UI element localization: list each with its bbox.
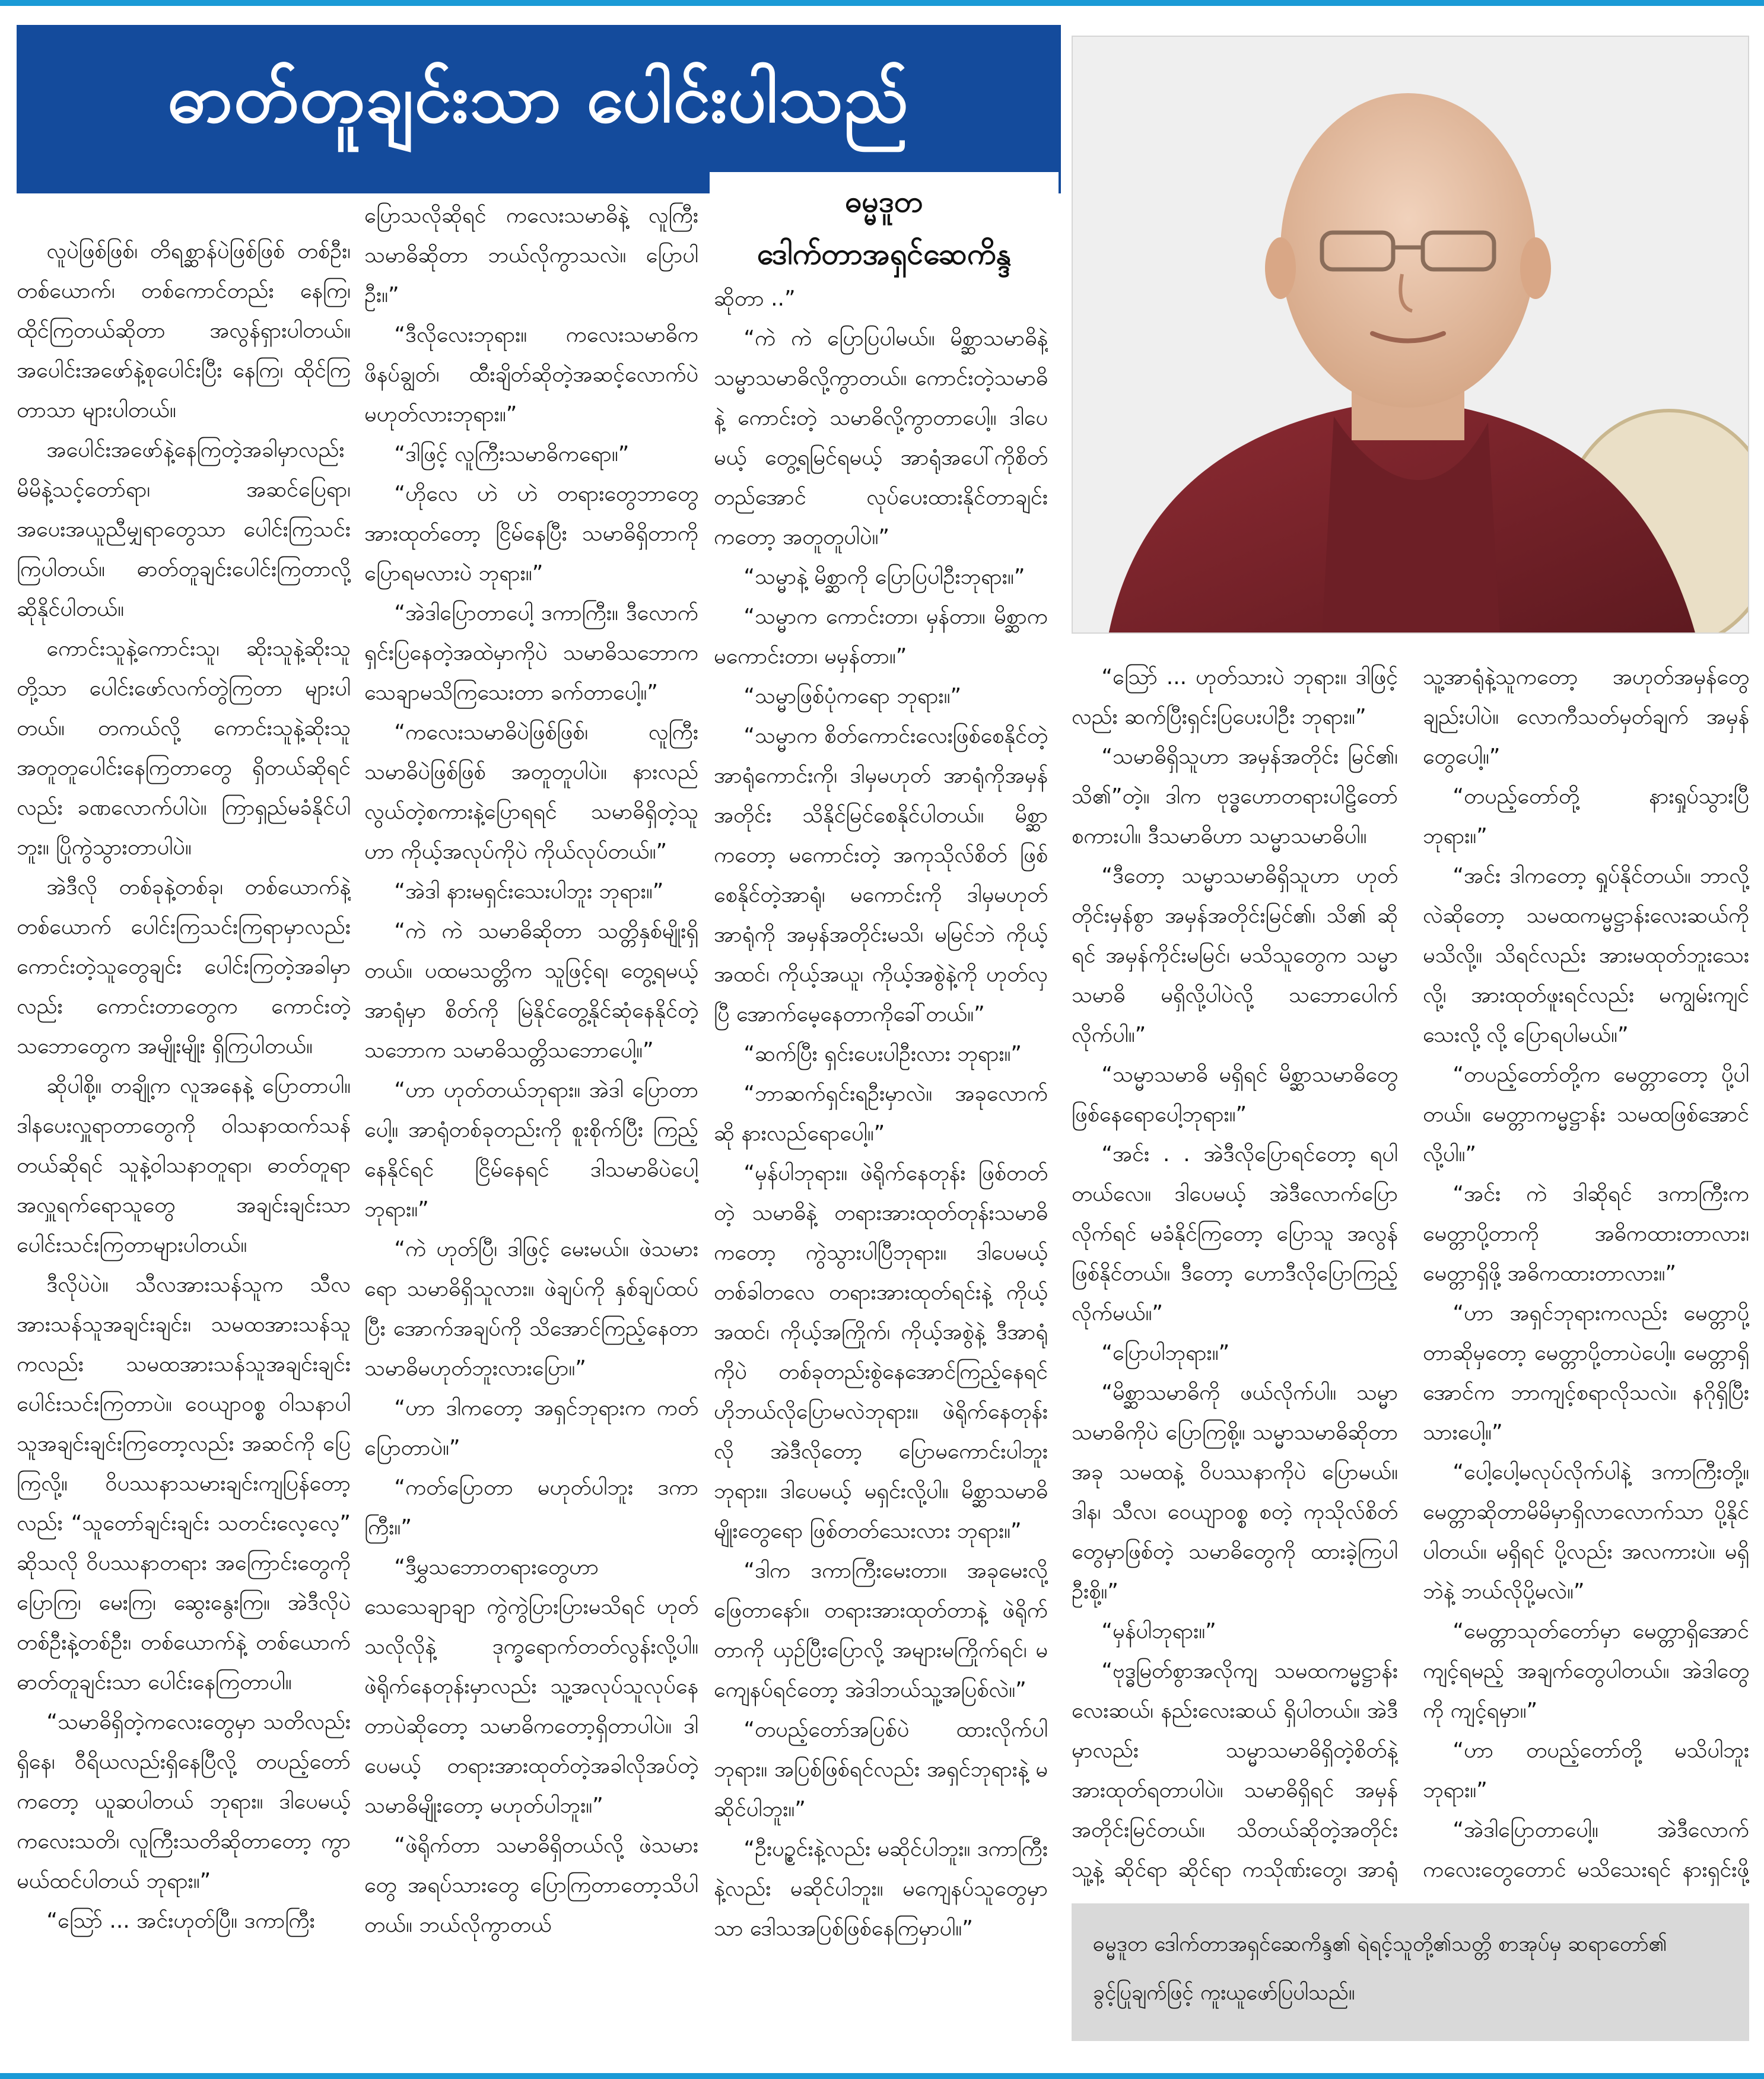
paragraph: အပေါင်းအဖော်နဲ့နေကြတဲ့အခါမှာလည်း မိမိနဲ့သင့်တော်ရာ၊ အဆင်ပြေရာ၊ အပေးအယူညီမျှရာတွေသာ ပေါင်းကြသင်းကြပါတယ်။ ဓာတ်တူချင်းပေါင်းကြတာလို့ ဆိုနိုင်ပါတယ်။ [17,438,351,621]
paragraph: အဲဒီလို တစ်ခုနဲ့တစ်ခု၊ တစ်ယောက်နဲ့တစ်ယောက် ပေါင်းကြသင်းကြရာမှာလည်း ကောင်းတဲ့သူတွေချင်း ပေါင်းကြတဲ့အခါမှာလည်း ကောင်းတာတွေက ကောင်းတဲ့သဘောတွေက အမျိုးမျိုး ရှိကြပါတယ်။ [17,875,351,1058]
paragraph: လူပဲဖြစ်ဖြစ်၊ တိရစ္ဆာန်ပဲဖြစ်ဖြစ် တစ်ဦး၊ တစ်ယောက်၊ တစ်ကောင်တည်း နေကြ၊ ထိုင်ကြတယ်ဆိုတာ အလွန်ရှားပါတယ်။ အပေါင်းအဖော်နဲ့စုပေါင်းပြီး နေကြ၊ ထိုင်ကြတာသာ များပါတယ်။ [17,239,351,422]
paragraph: “သြော် ... အင်းဟုတ်ပြီ။ ဒကာကြီး [46,1909,315,1933]
article-column-5 [1423,657,1749,1892]
paragraph: “သမာဓိရှိတဲ့ကလေးတွေမှာ သတိလည်းရှိနေ၊ ဝီရိယလည်းရှိနေပြီလို့ တပည့်တော်ကတော့ ယူဆပါတယ် ဘုရား။ ဒါပေမယ့် ကလေးသတိ၊ လူကြီးသတိဆိုတာတော့ ကွာမယ်ထင်ပါတယ် ဘုရား။” [17,1710,351,1893]
paragraph: “ဖဲရိုက်တာ သမာဓိရှိတယ်လို့ ဖဲသမားတွေ အရပ်သားတွေ ပြောကြတာတော့သိပါတယ်။ ဘယ်လိုကွာတယ် [364,1833,698,1937]
paragraph: “အဲဒါ နားမရှင်းသေးပါဘူး ဘုရား။” [394,879,664,904]
headline-banner [17,25,1061,185]
paragraph: “ဒါဖြင့် လူကြီးသမာဓိကရော။” [394,442,630,466]
article-column-1 [17,231,351,2059]
paragraph: ဆိုတာ ..” [714,287,796,311]
headline: ဓာတ်တူချင်းသာ ပေါင်းပါသည် [167,60,910,138]
paragraph: “မှန်ပါဘုရား။” [1101,1619,1216,1644]
paragraph: “ဟာ ဒါကတော့ အရှင်ဘုရားက ကတ်ပြောတာပဲ။” [364,1396,698,1460]
paragraph: “ကတ်ပြောတာ မဟုတ်ပါဘူး ဒကာကြီး။” [364,1476,698,1540]
paragraph: ပြောသလိုဆိုရင် ကလေးသမာဓိနဲ့ လူကြီးသမာဓိဆိုတာ ဘယ်လိုကွာသလဲ။ ပြောပါဦး။” [364,204,698,307]
paragraph: ဆိုပါစို့။ တချို့က လူအနေနဲ့ ပြောတာပါ။ ဒါနပေးလှူရာတာတွေကို ဝါသနာထက်သန်တယ်ဆိုရင် သူနဲ့ဝါသနာတူရာ၊ ဓာတ်တူရာ အလှူရက်ရောသူတွေ အချင်းချင်းသာ ပေါင်းသင်းကြတာများပါတယ်။ [17,1074,351,1257]
portrait-illustration [1073,37,1749,634]
article-column-2 [364,196,698,2059]
paragraph: “မှန်ပါဘုရား။ ဖဲရိုက်နေတုန်း ဖြစ်တတ်တဲ့ သမာဓိနဲ့ တရားအားထုတ်တုန်းသမာဓိကတော့ ကွဲသွားပါပြီဘုရား။ ဒါပေမယ့် တစ်ခါတလေ တရားအားထုတ်ရင်းနဲ့ ကိုယ့်အထင်၊ ကိုယ့်အကြိုက်၊ ကိုယ့်အစွဲနဲ့ ဒီအာရုံကိုပဲ တစ်ခုတည်းစွဲနေအောင်ကြည့်နေရင် ဟိုဘယ်လိုပြောမလဲဘုရား။ ဖဲရိုက်နေတုန်းလို အဲဒီလိုတော့ ပြောမကောင်းပါဘူး ဘုရား။ ဒါပေမယ့် မရှင်းလို့ပါ။ မိစ္ဆာသမာဓိမျိုးတွေရော ဖြစ်တတ်သေးလား ဘုရား။” [714,1161,1048,1543]
paragraph: သူ့အာရုံနဲ့သူကတော့ အဟုတ်အမှန်တွေ ချည်းပါပဲ။ လောကီသတ်မှတ်ချက် အမှန်တွေပေါ့။” [1423,665,1749,769]
paragraph: “အင်း ကဲ ဒါဆိုရင် ဒကာကြီးက မေတ္တာပို့တာကို အဓိကထားတာလား၊ မေတ္တာရှိဖို့ အဓိကထားတာလား။” [1423,1182,1749,1286]
top-rule [0,0,1764,6]
paragraph: “သမ္မာက ကောင်းတာ၊ မှန်တာ။ မိစ္ဆာက မကောင်းတာ၊ မမှန်တာ။” [714,605,1048,669]
paragraph: “ဟာ အရှင်ဘုရားကလည်း မေတ္တာပို့တာဆိုမှတော့ မေတ္တာပို့တာပဲပေါ့။ မေတ္တာရှိအောင်က ဘာကျင့်စရာလိုသလဲ။ နဂိုရှိပြီးသားပေါ့။” [1423,1301,1749,1445]
article-column-3 [714,279,1048,2059]
paragraph: “ဒီတော့ သမ္မာသမာဓိရှိသူဟာ ဟုတ်တိုင်းမှန်စွာ အမှန်အတိုင်းမြင်၏၊ သိ၏ ဆိုရင် အမှန်ကိုင်းမမြင်၊ မသိသူတွေက သမ္မာသမာဓိ မရှိလို့ပါပဲလို့ သဘောပေါက်လိုက်ပါ။” [1072,864,1398,1047]
source-credit-box [1072,1903,1749,2041]
paragraph: “တပည့်တော်တို့က မေတ္တာတော့ ပို့ပါတယ်။ မေတ္တာကမ္မဋ္ဌာန်း သမထဖြစ်အောင်လို့ပါ။” [1423,1063,1749,1166]
paragraph: “သမ္မာနဲ့ မိစ္ဆာကို ပြောပြပါဦးဘုရား။” [743,565,1025,589]
paragraph: “တပည့်တော်အပြစ်ပဲ ထားလိုက်ပါဘုရား။ အပြစ်ဖြစ်ရင်လည်း အရှင်ဘုရားနဲ့ မဆိုင်ပါဘူး။” [714,1718,1048,1821]
source-credit-text: ဓမ္မဒူတ ဒေါက်တာအရှင်ဆေကိန္ဒ၏ ရဲရင့်သူတို့၏သတ္တိ စာအုပ်မှ ဆရာတော်၏ ခွင့်ပြုချက်ဖြင့် ကူးယူဖော်ပြပါသည်။ [1093,1932,1667,2005]
paragraph: “ဟာ တပည့်တော်တို့ မသိပါဘူး ဘုရား။” [1423,1738,1749,1803]
paragraph: “သြော် ... ဟုတ်သားပဲ ဘုရား။ ဒါဖြင့်လည်း ဆက်ပြီးရှင်းပြပေးပါဦး ဘုရား။” [1072,665,1398,729]
paragraph: “ကဲ ဟုတ်ပြီ၊ ဒါဖြင့် မေးမယ်။ ဖဲသမားရော သမာဓိရှိသူလား။ ဖဲချပ်ကို နှစ်ချပ်ထပ်ပြီး အောက်အချပ်ကို သိအောင်ကြည့်နေတာ သမာဓိမဟုတ်ဘူးလားပြော။” [364,1237,698,1381]
paragraph: “သမ္မာသမာဓိ မရှိရင် မိစ္ဆာသမာဓိတွေဖြစ်နေရောပေါ့ဘုရား။” [1072,1063,1398,1127]
monk-portrait-photo [1072,36,1749,634]
paragraph: “ဒီလိုလေးဘုရား။ ကလေးသမာဓိက ဖိနပ်ချွတ်၊ ထီးချိတ်ဆိုတဲ့အဆင့်လောက်ပဲ မဟုတ်လားဘုရား။” [364,323,698,427]
paragraph: “အင်း . . အဲဒီလိုပြောရင်တော့ ရပါတယ်လေ။ ဒါပေမယ့် အဲဒီလောက်ပြောလိုက်ရင် မခံနိုင်ကြတော့ ပြောသူ အလွန်ဖြစ်နိုင်တယ်။ ဒီတော့ ဟောဒီလိုပြောကြည့်လိုက်မယ်။” [1072,1142,1398,1325]
paragraph: “တပည့်တော်တို့ နားရှုပ်သွားပြီ ဘုရား။” [1423,784,1749,848]
paragraph: “ဗုဒ္ဓမြတ်စွာအလိုကျ သမထကမ္မဋ္ဌာန်း လေးဆယ်၊ နည်းလေးဆယ် ရှိပါတယ်။ အဲဒီမှာလည်း သမ္မာသမာဓိရှိတဲ့စိတ်နဲ့ အားထုတ်ရတာပါပဲ။ သမာဓိရှိရင် အမှန်အတိုင်းမြင်တယ်။ သိတယ်ဆိုတဲ့အတိုင်း သူ့နဲ့ ဆိုင်ရာ ဆိုင်ရာ ကသိုဏ်းတွေ၊ အာရုံ [1072,1659,1398,1882]
paragraph: “ကဲ ကဲ သမာဓိဆိုတာ သတ္တိနှစ်မျိုးရှိတယ်။ ပထမသတ္တိက သူဖြင့်ရ၊ တွေ့ရမယ့်အာရုံမှာ စိတ်ကို မြဲနိုင်တွေ့နိုင်ဆုံနေနိုင်တဲ့သဘောက သမာဓိသတ္တိသဘောပေါ့။” [364,919,698,1063]
paragraph: ဒီလိုပဲပဲ။ သီလအားသန်သူက သီလအားသန်သူအချင်းချင်း၊ သမထအားသန်သူကလည်း သမထအားသန်သူအချင်းချင်း ပေါင်းသင်းကြတာပဲ။ ဝေယျာဝစ္စ ဝါသနာပါသူအချင်းချင်းကြတော့လည်း အဆင်ကို ပြေကြလို့။ ဝိပဿနာသမားချင်းကျပြန်တော့လည်း “သူတော်ချင်းချင်း သတင်းလေ့လေ့” ဆိုသလို ဝိပဿနာတရား အကြောင်းတွေကို ပြောကြ၊ မေးကြ၊ ဆွေးနွေးကြ။ အဲဒီလိုပဲ တစ်ဦးနဲ့တစ်ဦး၊ တစ်ယောက်နဲ့ တစ်ယောက် ဓာတ်တူချင်းသာ ပေါင်းနေကြတာပါ။ [17,1273,351,1695]
paragraph: “ဦးပဥ္စင်းနဲ့လည်း မဆိုင်ပါဘူး။ ဒကာကြီးနဲ့လည်း မဆိုင်ပါဘူး။ မကျေနပ်သူတွေမှာသာ ဒေါသအပြစ်ဖြစ်နေကြမှာပါ။” [714,1837,1048,1941]
paragraph: “သမ္မာဖြစ်ပုံကရော ဘုရား။” [743,684,962,708]
paragraph: “အင်း ဒါကတော့ ရှုပ်နိုင်တယ်။ ဘာလို့လဲဆိုတော့ သမထကမ္မဋ္ဌာန်းလေးဆယ်ကို မသိလို့။ သိရင်လည်း အားမထုတ်ဘူးသေးလို့၊ အားထုတ်ဖူးရင်လည်း မကျွမ်းကျင်သေးလို့ လို့ ပြောရပါမယ်။” [1423,864,1749,1047]
paragraph: “အဲဒါပြောတာပေါ့။ အဲဒီလောက် ကလေးတွေတောင် မသိသေးရင် နားရှင်းဖို့ [1423,1818,1749,1882]
bottom-rule [0,2073,1764,2079]
article-column-4 [1072,657,1398,1892]
paragraph: “ဆက်ပြီး ရှင်းပေးပါဦးလား ဘုရား။” [743,1042,1022,1066]
paragraph: “ပြောပါဘုရား။” [1101,1341,1230,1365]
paragraph: “သမာဓိရှိသူဟာ အမှန်အတိုင်း မြင်၏၊ သိ၏”တဲ့။ ဒါက ဗုဒ္ဓဟောတရားပါဠိတော်စကားပါ။ ဒီသမာဓိဟာ သမ္မာသမာဓိပါ။ [1072,745,1398,848]
author-name: ဒေါက်တာအရှင်ဆေကိန္ဒ [757,237,1012,271]
author-byline [710,172,1059,280]
paragraph: “မေတ္တာသုတ်တော်မှာ မေတ္တာရှိအောင်ကျင့်ရမည့် အချက်တွေပါတယ်။ အဲဒါတွေကို ကျင့်ရမှာ။” [1423,1619,1749,1723]
paragraph: “ကဲ ကဲ ပြောပြပါမယ်။ မိစ္ဆာသမာဓိနဲ့ သမ္မာသမာဓိလို့ကွာတယ်။ ကောင်းတဲ့သမာဓိနဲ့ ကောင်းတဲ့ သမာဓိလို့ကွာတာပေါ့။ ဒါပေမယ့် တွေ့ရမြင်ရမယ့် အာရုံအပေါ်ကိုစိတ်တည်အောင် လုပ်ပေးထားနိုင်တာချင်းကတော့ အတူတူပါပဲ။” [714,326,1048,549]
paragraph: “ဟာ ဟုတ်တယ်ဘုရား။ အဲဒါ ပြောတာပေါ့။ အာရုံတစ်ခုတည်းကို စူးစိုက်ပြီး ကြည့်နေနိုင်ရင် ငြိမ်နေရင် ဒါသမာဓိပဲပေါ့ ဘုရား။” [364,1078,698,1222]
paragraph: “ပေါ့ပေါ့မလုပ်လိုက်ပါနဲ့ ဒကာကြီးတို့။ မေတ္တာဆိုတာမိမိမှာရှိလာလောက်သာ ပို့နိုင်ပါတယ်။ မရှိရင် ပို့လည်း အလကားပဲ။ မရှိဘဲနဲ့ ဘယ်လိုပို့မလဲ။” [1423,1460,1749,1604]
paragraph: “သမ္မာက စိတ်ကောင်းလေးဖြစ်စေနိုင်တဲ့ အာရုံကောင်းကို၊ ဒါမှမဟုတ် အာရုံကိုအမှန်အတိုင်း သိနိုင်မြင်စေနိုင်ပါတယ်။ မိစ္ဆာကတော့ မကောင်းတဲ့ အကုသိုလ်စိတ် ဖြစ်စေနိုင်တဲ့အာရုံ၊ မကောင်းကို ဒါမှမဟုတ် အာရုံကို အမှန်အတိုင်းမသိ၊ မမြင်ဘဲ ကိုယ့်အထင်၊ ကိုယ့်အယူ၊ ကိုယ့်အစွဲနဲ့ကို ဟုတ်လှပြီ အောက်မေ့နေတာကိုခေါ်တယ်။” [714,724,1048,1026]
paragraph: “အဲဒါပြောတာပေါ့ ဒကာကြီး။ ဒီလောက် ရှင်းပြနေတဲ့အထဲမှာကိုပဲ သမာဓိသဘောက သေချာမသိကြသေးတာ ခက်တာပေါ့။” [364,601,698,705]
paragraph: “ဒီမွှသဘောတရားတွေဟာ သေသေချာချာ ကွဲကွဲပြားပြားမသိရင် ဟုတ်သလိုလိုနဲ့ ဒုက္ခရောက်တတ်လွန်းလို့ပါ။ ဖဲရိုက်နေတုန်းမှာလည်း သူ့အလုပ်သူလုပ်နေတာပဲဆိုတော့ သမာဓိကတော့ရှိတာပါပဲ။ ဒါပေမယ့် တရားအားထုတ်တဲ့အခါလိုအပ်တဲ့ သမာဓိမျိုးတော့ မဟုတ်ပါဘူး။” [364,1555,698,1818]
paragraph: “မိစ္ဆာသမာဓိကို ဖယ်လိုက်ပါ။ သမ္မာသမာဓိကိုပဲ ပြောကြစို့။ သမ္မာသမာဓိဆိုတာ အခု သမထနဲ့ ဝိပဿနာကိုပဲ ပြောမယ်။ ဒါန၊ သီလ၊ ဝေယျာဝစ္စ စတဲ့ ကုသိုလ်စိတ်တွေမှာဖြစ်တဲ့ သမာဓိတွေကို ထားခဲ့ကြပါဦးစို့။” [1072,1381,1398,1604]
paragraph: “ကလေးသမာဓိပဲဖြစ်ဖြစ်၊ လူကြီးသမာဓိပဲဖြစ်ဖြစ် အတူတူပါပဲ။ နားလည်လွယ်တဲ့စကားနဲ့ပြောရရင် သမာဓိရှိတဲ့သူဟာ ကိုယ့်အလုပ်ကိုပဲ ကိုယ်လုပ်တယ်။” [364,720,698,864]
author-title: ဓမ္မဒူတ [845,185,923,219]
paragraph: ကောင်းသူနဲ့ကောင်းသူ၊ ဆိုးသူနဲ့ဆိုးသူတို့သာ ပေါင်းဖော်လက်တွဲကြတာ များပါတယ်။ တကယ်လို့ ကောင်းသူနဲ့ဆိုးသူ အတူတူပေါင်းနေကြတာတွေ ရှိတယ်ဆိုရင်လည်း ခဏလောက်ပါပဲ။ ကြာရှည်မခံနိုင်ပါဘူး။ ပြိုကွဲသွားတာပါပဲ။ [17,637,351,860]
paragraph: “ဟိုလေ ဟဲ ဟဲ တရားတွေဘာတွေ အားထုတ်တော့ ငြိမ်နေပြီး သမာဓိရှိတာကို ပြောရမလားပဲ ဘုရား။” [364,482,698,586]
paragraph: “ဘာဆက်ရှင်းရဦးမှာလဲ။ အခုလောက်ဆို နားလည်ရောပေါ့။” [714,1082,1048,1146]
paragraph: “ဒါက ဒကာကြီးမေးတာ။ အခုမေးလို့ ဖြေတာနော်။ တရားအားထုတ်တာနဲ့ ဖဲရိုက်တာကို ယှဉ်ပြီးပြောလို့ အများမကြိုက်ရင်၊ မကျေနပ်ရင်တော့ အဲဒါဘယ်သူ့အပြစ်လဲ။” [714,1559,1048,1702]
